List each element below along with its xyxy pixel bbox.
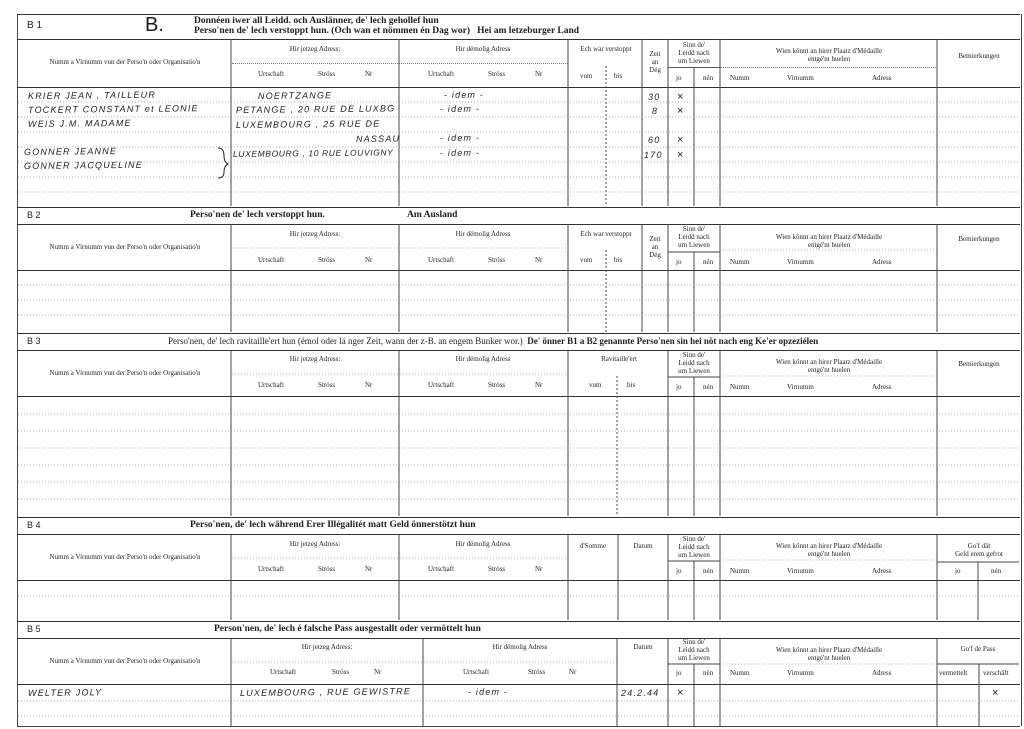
b1-row2-name: TOCKERT CONSTANT et LEONIE [27, 103, 199, 115]
b1-row4-address: NASSAU [355, 133, 401, 144]
b2-col-street: Stróss [318, 256, 336, 264]
b1-row5-yes: × [677, 149, 684, 161]
b3-col-virnumm: Virnumm [787, 383, 814, 391]
b3-col-adress: Adress [872, 383, 892, 391]
b1-row5-name: GONNER JEANNE [23, 146, 118, 157]
b3-col-numm: Numm [730, 383, 750, 391]
b1-row4-yes: × [677, 134, 684, 146]
b4-col-nr-2: Nr [535, 565, 543, 573]
b5-col-place-2: Urtschaft [463, 668, 490, 676]
b3-col-medal: Wien könnt an hirer Plaatz d'Médaille entgé'nt huelen [775, 358, 883, 374]
form-bottom-line [17, 726, 1020, 727]
subline [232, 63, 568, 64]
b5-col-virnumm: Virnumm [787, 669, 814, 677]
b3-col-street: Stróss [318, 381, 336, 389]
b1-row4-days: 60 [647, 134, 661, 145]
b1-row5-address: LUXEMBOURG , 10 RUE LOUVIGNY [232, 147, 394, 159]
b2-col-nr: Nr [365, 256, 373, 264]
col-nr: Nr [365, 70, 373, 78]
b2-col-place: Urtschaft [258, 256, 285, 264]
b5-col-nr-2: Nr [569, 668, 577, 676]
b5-row1-name: WELTER JOLY [27, 687, 103, 698]
col-from: vum [580, 72, 593, 80]
col-medal: Wien könnt an hirer Plaatz d'Médaille entgé'nt huelen [775, 47, 883, 63]
b3-col-nr-2: Nr [535, 381, 543, 389]
b2-col-street-2: Stróss [488, 256, 506, 264]
b5-row1-former: - idem - [467, 686, 509, 697]
b2-col-former-address: Hir dëmolig Adress [455, 230, 511, 238]
b4-col-street-2: Stróss [488, 565, 506, 573]
b5-col-handed: vermettelt [939, 669, 968, 677]
subline [668, 67, 720, 68]
b4-col-amount: d'Somme [579, 542, 607, 550]
b5-col-numm: Numm [730, 669, 750, 677]
b2-col-adress: Adress [872, 258, 892, 266]
b1-row5-former: - idem - [439, 147, 481, 158]
b4-col-money-given: Go'f dât Geld erem gefrot [955, 542, 1003, 558]
col-no: nén [703, 74, 714, 82]
b1-row2-yes: × [677, 105, 684, 117]
b5-row1-yes: × [677, 687, 684, 699]
b1-row3-name: WEIS J.M. MADAME [27, 117, 132, 129]
b4-col-no: nén [703, 567, 714, 575]
b2-col-nr-2: Nr [535, 256, 543, 264]
b1-row2-days: 8 [651, 105, 659, 116]
b3-col-no: nén [703, 383, 714, 391]
b3-col-remarks: Bemierkungen [958, 360, 1000, 368]
b5-col-street-2: Stróss [528, 668, 546, 676]
form-letter: B. [145, 14, 164, 36]
b4-col-name: Numm a Virnumm vun der Perso'n oder Organisatio'n [49, 553, 201, 561]
b2-col-hidden: Ech war verstoppt [580, 230, 632, 238]
b3-col-current-address: Hir jetzeg Adress: [289, 355, 341, 363]
b5-row1-address: LUXEMBOURG , RUE GEWISTRE [239, 686, 412, 698]
b2-caption: Perso'nen de' lech verstoppt hun. [190, 210, 325, 220]
b4-col-alive: Sinn de' Leidd nach um Liewen [678, 535, 710, 559]
b5-col-adress: Adress [872, 669, 892, 677]
col-street-2: Stróss [488, 70, 506, 78]
col-adress: Adress [872, 74, 892, 82]
section-code-b4: B 4 [27, 520, 41, 530]
header-line2: Perso'nen de' lech verstoppt hun. (Och wan et nömmen én Dag wor) Hei am letzeburger Land [194, 26, 580, 36]
b4-col-medal: Wien könnt an hirer Plaatz d'Médaille entgé'nt huelen [775, 542, 883, 558]
b5-col-street: Stróss [332, 668, 350, 676]
b5-caption: Person'nen, de' lech é falsche Pass ausgestallt oder vermöttelt hun [214, 624, 481, 634]
b3-col-nr: Nr [365, 381, 373, 389]
b4-caption: Perso'nen, de' lech während Erer Illégalitét matt Geld önnerstötzt hun [190, 520, 476, 530]
b2-col-name: Numm a Virnumm vun der Perso'n oder Organisatio'n [49, 243, 201, 251]
col-name: Numm a Virnumm vun der Perso'n oder Organisatio'n [49, 58, 201, 66]
col-days: Zeit an Dég [649, 50, 661, 74]
b2-col-alive: Sinn de' Leidd nach um Liewen [678, 225, 710, 249]
b2-caption-right: Am Ausland [407, 210, 458, 220]
b2-col-medal: Wien könnt an hirer Plaatz d'Médaille entgé'nt huelen [775, 233, 883, 249]
b5-col-former-address: Hir dëmolig Adress [492, 643, 548, 651]
b2-col-place-2: Urtschaft [428, 256, 455, 264]
b2-header [17, 207, 1020, 225]
col-to: bis [614, 72, 623, 80]
b5-header [17, 621, 1020, 639]
b3-col-provisioned: Ravitaille'ert [601, 355, 637, 363]
col-nr-2: Nr [535, 70, 543, 78]
b3-col-former-address: Hir dëmolig Adress [455, 355, 511, 363]
b4-col-current-address: Hir jetzeg Adress: [289, 540, 341, 548]
b1-row6-name: GONNER JACQUELINE [23, 159, 143, 171]
b1-row4-former: - idem - [439, 132, 481, 143]
b5-col-name: Numm a Virnumm vun der Perso'n oder Organisatio'n [49, 657, 201, 665]
b2-col-remarks: Bemierkungen [958, 235, 1000, 243]
b4-col-date: Datum [633, 542, 653, 550]
b3-col-to: bis [627, 381, 636, 389]
b5-col-obtained: verschâft [983, 669, 1009, 677]
b1-row1-yes: × [677, 91, 684, 103]
b4-col-place: Urtschaft [258, 565, 285, 573]
b4-col-money-no: nén [991, 567, 1002, 575]
col-place-2: Urtschaft [428, 70, 455, 78]
section-code-b2: B 2 [27, 210, 41, 220]
b3-col-street-2: Stróss [488, 381, 506, 389]
b3-col-name: Numm a Virnumm vun der Perso'n oder Organisatio'n [49, 369, 201, 377]
b3-col-place: Urtschaft [258, 381, 285, 389]
b4-col-former-address: Hir dëmolig Adress [455, 540, 511, 548]
section-code-b1: B 1 [27, 20, 43, 31]
header-line1: Donnéen iwer all Leidd. och Auslänner, de' lech gehollef hun [194, 16, 439, 26]
b5-col-no: nén [703, 669, 714, 677]
col-yes: jo [676, 74, 682, 82]
b3-caption: Perso'nen, de' lech ravitaille'ert hun (émol oder lä nger Zeit, wann der z-B. an engem Bunker wor.) De' önner B1 a B2 genannte Perso'nen sin hei nöt nach eng Ke'er opzeziélen [168, 336, 819, 346]
b1-row1-former: - idem - [443, 89, 485, 100]
b1-row3-address: LUXEMBOURG , 25 RUE DE [235, 118, 381, 130]
b2-col-to: bis [614, 256, 623, 264]
b2-col-from: vum [580, 256, 593, 264]
b1-row1-address: NOERTZANGE [257, 90, 333, 101]
b3-col-from: vum [589, 381, 602, 389]
b5-col-current-address: Hir jetzeg Adress: [301, 643, 353, 651]
col-remarks: Bemierkungen [958, 52, 1000, 60]
section-code-b3: B 3 [27, 336, 41, 346]
b5-col-date: Datum [633, 643, 653, 651]
b1-row2-former: - idem - [439, 103, 481, 114]
col-numm: Numm [730, 74, 750, 82]
b5-col-nr: Nr [374, 668, 382, 676]
col-former-address: Hir dëmolig Adress [455, 45, 511, 53]
col-street: Stróss [318, 70, 336, 78]
b5-col-place: Urtschaft [270, 668, 297, 676]
b4-col-place-2: Urtschaft [428, 565, 455, 573]
b4-col-numm: Numm [730, 567, 750, 575]
b4-col-nr: Nr [365, 565, 373, 573]
col-current-address: Hir jetzeg Adress: [289, 45, 341, 53]
b2-col-no: nén [703, 258, 714, 266]
b4-header [17, 517, 1020, 535]
b5-col-alive: Sinn de' Leidd nach um Liewen [678, 638, 710, 662]
col-place: Urtschaft [258, 70, 285, 78]
b5-col-medal: Wien könnt an hirer Plaatz d'Médaille entgé'nt huelen [775, 646, 883, 662]
b1-row5-days: 170 [643, 149, 663, 160]
b4-col-virnumm: Virnumm [787, 567, 814, 575]
b3-col-yes: jo [676, 383, 682, 391]
b2-col-numm: Numm [730, 258, 750, 266]
b3-col-place-2: Urtschaft [428, 381, 455, 389]
b2-col-current-address: Hir jetzeg Adress: [289, 230, 341, 238]
b1-row1-days: 30 [647, 91, 661, 102]
col-hidden: Ech war verstoppt [580, 45, 632, 53]
b1-row2-address: PETANGE , 20 RUE DE LUXBG [235, 103, 396, 115]
subline [720, 67, 936, 68]
b4-col-street: Stróss [318, 565, 336, 573]
b3-col-alive: Sinn de' Leidd nach um Liewen [678, 351, 710, 375]
col-virnumm: Virnumm [787, 74, 814, 82]
b2-col-virnumm: Virnumm [787, 258, 814, 266]
b5-col-pass: Go'f de Pass [960, 645, 996, 653]
b5-col-yes: jo [676, 669, 682, 677]
b4-col-adress: Adress [872, 567, 892, 575]
section-code-b5: B 5 [27, 624, 41, 634]
b4-col-money-yes: jo [955, 567, 961, 575]
b2-col-days: Zeit an Dég [649, 235, 661, 259]
col-alive: Sinn de' Leidd nach um Liewen [678, 41, 710, 65]
b5-row1-date: 24.2.44 [620, 687, 660, 698]
b1-row1-name: KRIER JEAN , TAILLEUR [27, 89, 157, 101]
b5-row1-obtained: × [992, 687, 999, 699]
b2-col-yes: jo [676, 258, 682, 266]
b4-col-yes: jo [676, 567, 682, 575]
